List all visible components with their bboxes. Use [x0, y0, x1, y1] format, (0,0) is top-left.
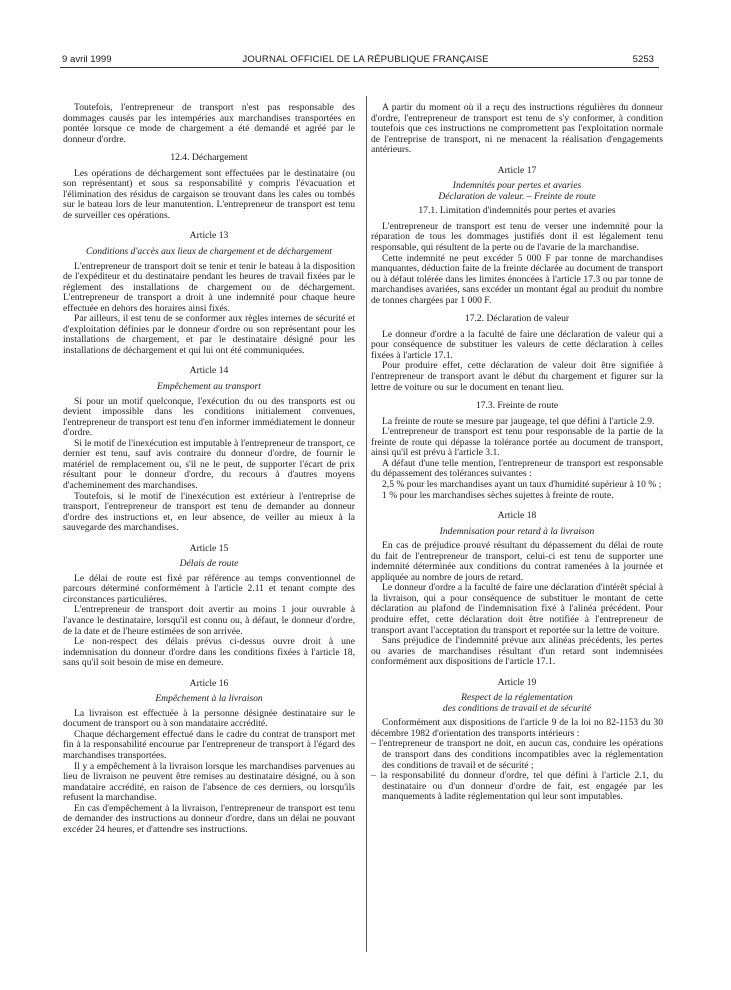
- paragraph: 2,5 % pour les marchandises ayant un taux d'humidité supérieur à 10 % ;: [382, 478, 662, 490]
- left-column: [63, 103, 355, 835]
- paragraph: Toutefois, si le motif de l'inexécution est extérieur à l'entreprise de transport, l'entrepreneur de transport est tenu de demander au donneur d'ordre des instructions et, en leur absence, de veiller au mieux à la sauvegarde des marchandises.: [63, 490, 355, 534]
- header-rule: [60, 67, 659, 68]
- article-19-title: Article 19: [497, 676, 537, 688]
- article-17-subtitle-2: Déclaration de valeur. – Freinte de route: [438, 190, 596, 202]
- paragraph: La livraison est effectuée à la personne désignée destinataire sur le document de transport ou à son mandataire accrédité.: [63, 707, 355, 730]
- paragraph: En cas de préjudice prouvé résultant du dépassement du délai de route du fait de l'entrepreneur de transport, celui-ci est tenu de supporter une indemnité déterminée aux conditions du contrat ramenées à la journée et appliquée au nombre de jours de retard.: [371, 540, 663, 583]
- paragraph: L'entrepreneur de transport doit se tenir et tenir le bateau à la disposition de l'expéditeur et du destinataire pendant les heures de travail fixées par le règlement des installations de chargement ou de déchargement. L'entrepreneur de transport a droit à une indemnité pour chaque heure effectuée en dehors des horaires ainsi fixés.: [63, 260, 355, 314]
- header-date: 9 avril 1999: [62, 54, 112, 65]
- article-13-title: Article 13: [189, 230, 229, 242]
- paragraph: Par ailleurs, il est tenu de se conformer aux règles internes de sécurité et d'exploitation définies par le donneur d'ordre ou son représentant pour les installations de chargement, et par le destinataire désigné pour les installations de déchargement et qui lui ont été communiquées.: [63, 313, 355, 356]
- paragraph: L'entrepreneur de transport doit avertir au moins 1 jour ouvrable à l'avance le destinataire, lorsqu'il est connu ou, à défaut, le donneur d'ordre, de la date et de l'heure estimées de son arrivée.: [63, 604, 355, 637]
- paragraph: Le donneur d'ordre a la faculté de faire une déclaration d'intérêt spécial à la livraison, qui a pour conséquence de substituer le montant de cette déclaration au plafond de l'indemnisation fixé à l'alinéa précédent. Pour produire effet, cette déclaration doit être notifiée à l'entrepreneur de transport avant l'acceptation du transport et reportée sur la lettre de voiture.: [371, 582, 663, 636]
- paragraph: Le délai de route est fixé par référence au temps conventionnel de parcours déterminé conformément à l'article 2.11 et tenant compte des circonstances particulières.: [63, 572, 355, 605]
- list-item: – l'entrepreneur de transport ne doit, en aucun cas, conduire les opérations de transport dans des conditions incompatibles avec la réglementation des conditions de travail et de sécurité ;: [371, 738, 663, 771]
- paragraph: Les opérations de déchargement sont effectuées par le destinataire (ou son représentant) et sous sa responsabilité y compris l'évacuation et l'élimination des résidus de cargaison se trouvant dans les cales ou tombés sur le bateau lors de leur manutention. L'entrepreneur de transport est tenu de surveiller ces opérations.: [63, 167, 355, 221]
- paragraph: Si le motif de l'inexécution est imputable à l'entrepreneur de transport, ce dernier est tenu, sauf avis contraire du donneur d'ordre, de fournir le matériel de remplacement ou, s'il ne le peut, de supporter l'écart de prix résultant pour le donneur d'ordre, du recours à d'autres moyens d'acheminement des marchandises.: [63, 437, 355, 491]
- section-heading-17-2: 17.2. Déclaration de valeur: [464, 313, 570, 325]
- article-19-subtitle-1: Respect de la réglementation: [461, 692, 573, 704]
- paragraph: Le non-respect des délais prévus ci-dessus ouvre droit à une indemnisation du donneur d'ordre dans les conditions fixées à l'article 18, sans qu'il soit besoin de mise en demeure.: [63, 636, 355, 669]
- paragraph: Si pour un motif quelconque, l'exécution du ou des transports est ou devient impossible dans les conditions initialement convenues, l'entrepreneur de transport est tenu d'en informer immédiatement le donneur d'ordre.: [63, 395, 355, 439]
- article-18-title: Article 18: [497, 510, 537, 522]
- article-17-subtitle-1: Indemnités pour pertes et avaries: [452, 180, 582, 192]
- paragraph: Conformément aux dispositions de l'article 9 de la loi no 82-1153 du 30 décembre 1982 d'orientation des transports intérieurs :: [371, 717, 663, 739]
- article-15-subtitle: Délais de route: [179, 558, 239, 570]
- paragraph: A défaut d'une telle mention, l'entrepreneur de transport est responsable du dépassement des tolérances suivantes :: [371, 457, 663, 480]
- article-14-subtitle: Empêchement au transport: [157, 381, 261, 393]
- paragraph: En cas d'empêchement à la livraison, l'entrepreneur de transport est tenu de demander des instructions au donneur d'ordre, dans un délai ne pouvant excéder 24 heures, et d'attendre ses instructions.: [63, 802, 355, 835]
- article-18-subtitle: Indemnisation pour retard à la livraison: [439, 525, 595, 537]
- right-column: [371, 103, 663, 803]
- paragraph: Cette indemnité ne peut excéder 5 000 F par tonne de marchandises manquantes, déduction faite de la freinte déclarée au document de transport ou à défaut tolérée dans les limites énoncées à l'article 17.3 ou par tonne de marchandises avariées, sans excéder un montant égal au produit du nombre de tonnes chargées par 1 000 F.: [371, 252, 663, 306]
- article-17-title: Article 17: [497, 164, 537, 176]
- section-heading-12-4: 12.4. Déchargement: [170, 152, 248, 164]
- section-heading-17-1: 17.1. Limitation d'indemnités pour pertes et avaries: [418, 205, 616, 217]
- paragraph: Le donneur d'ordre a la faculté de faire une déclaration de valeur qui a pour conséquence de substituer les valeurs de cette déclaration à celles fixées à l'article 17.1.: [371, 328, 663, 361]
- article-13-subtitle: Conditions d'accès aux lieux de chargement et de déchargement: [86, 246, 332, 258]
- paragraph: 1 % pour les marchandises sèches sujettes à freinte de route.: [382, 489, 614, 501]
- paragraph: Il y a empêchement à la livraison lorsque les marchandises parvenues au lieu de livraison ne peuvent être remises au destinataire désigné, ou à son mandataire accrédité, en raison de l'absence de ces derniers, ou lorsqu'ils refusent la marchandise.: [63, 760, 355, 804]
- paragraph: Chaque déchargement effectué dans le cadre du contrat de transport met fin à la responsabilité encourue par l'entrepreneur de transport à l'égard des marchandises transportées.: [63, 728, 355, 761]
- list-item: – la responsabilité du donneur d'ordre, tel que défini à l'article 2.1, du destinataire ou d'un donneur d'ordre de fait, est engagée par les manquements à ladite réglementation qui leur sont imputables.: [371, 770, 663, 803]
- article-14-title: Article 14: [189, 365, 229, 377]
- article-16-title: Article 16: [189, 677, 229, 689]
- article-15-title: Article 15: [189, 542, 229, 554]
- paragraph: Pour produire effet, cette déclaration de valeur doit être signifiée à l'entrepreneur de transport avant le début du chargement et figurer sur la lettre de voiture ou sur le document en tenant lieu.: [371, 360, 663, 393]
- paragraph: A partir du moment où il a reçu des instructions régulières du donneur d'ordre, l'entrepreneur de transport est tenu de s'y conformer, à condition toutefois que ces instructions ne compromettent pas l'exploitation normale de l'entreprise de transport, ni ne menacent la réalisation d'engagements antérieurs.: [371, 102, 663, 156]
- paragraph: Toutefois, l'entrepreneur de transport n'est pas responsable des dommages causés par les intempéries aux marchandises transportées en pontée lorsque ce mode de chargement a été demandé et agréé par le donneur d'ordre.: [63, 102, 355, 145]
- section-heading-17-3: 17.3. Freinte de route: [475, 400, 559, 412]
- paragraph: L'entrepreneur de transport est tenu pour responsable de la partie de la freinte de route qui dépasse la tolérance portée au document de transport, ainsi qu'il est prévu à l'article 3.1.: [371, 426, 663, 459]
- paragraph: L'entrepreneur de transport est tenu de verser une indemnité pour la réparation de tous les dommages justifiés dont il est légalement tenu responsable, qui résultent de la perte ou de l'avarie de la marchandise.: [371, 220, 663, 254]
- paragraph: La freinte de route se mesure par jaugeage, tel que défini à l'article 2.9.: [382, 415, 655, 427]
- paragraph: Sans préjudice de l'indemnité prévue aux alinéas précédents, les pertes ou avaries de marchandises résultant d'un retard sont indemnisées conformément aux dispositions de l'article 17.1.: [371, 635, 663, 668]
- header-page-number: 5253: [632, 54, 654, 65]
- article-16-subtitle: Empêchement à la livraison: [155, 693, 263, 705]
- page-header: [0, 48, 731, 68]
- dash-list: [371, 739, 663, 802]
- article-19-subtitle-2: des conditions de travail et de sécurité: [442, 702, 592, 714]
- header-journal-title: JOURNAL OFFICIEL DE LA RÉPUBLIQUE FRANÇAISE: [242, 54, 489, 65]
- column-divider: [366, 96, 367, 952]
